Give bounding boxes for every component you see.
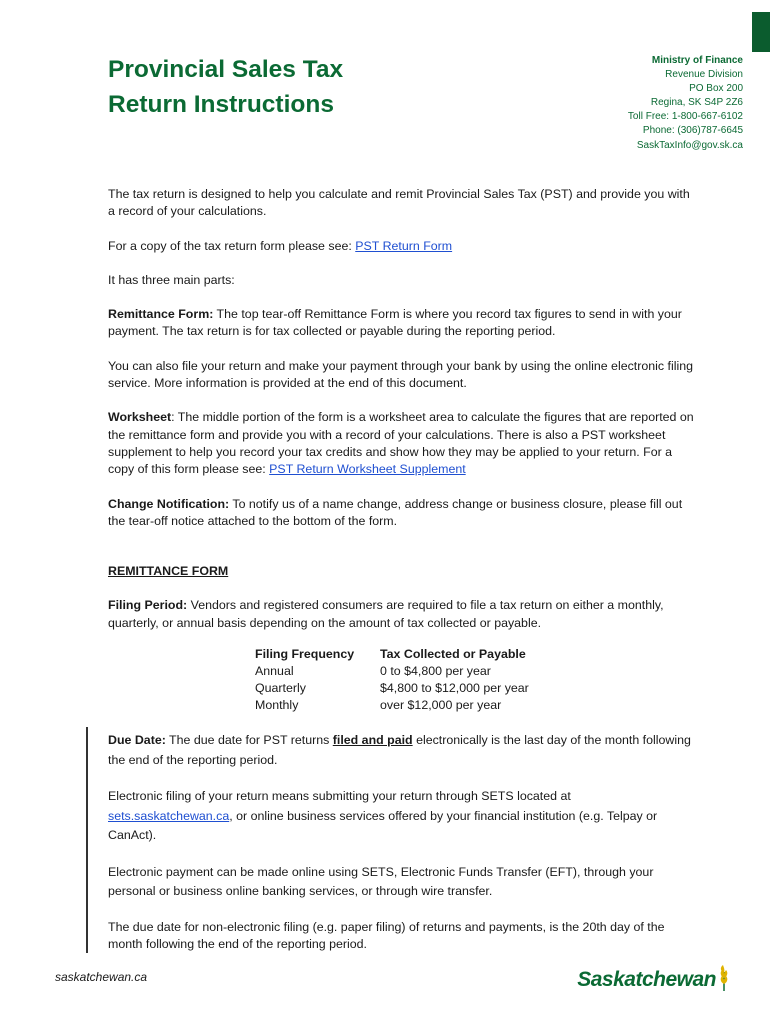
due-date-text-b: electronically is the last day of the month following the end of the reporting period. <box>108 733 691 767</box>
title-line-1: Provincial Sales Tax <box>108 56 344 83</box>
remittance-section-heading: REMITTANCE FORM <box>108 564 229 579</box>
contact-division: Revenue Division <box>665 69 743 81</box>
logo-wordmark: Saskatchewan <box>577 968 716 991</box>
contact-email: SaskTaxInfo@gov.sk.ca <box>636 139 743 151</box>
contact-org: Ministry of Finance <box>651 55 743 66</box>
page-title <box>108 52 343 122</box>
frequency-cell: Monthly <box>255 698 299 713</box>
remittance-form-paragraph <box>108 306 698 341</box>
filing-period-text: Vendors and registered consumers are required to file a tax return on either a monthly, quarterly, or annual basis depending on the amount of tax collected or payable. <box>108 598 664 630</box>
return-form-text: For a copy of the tax return form please see: <box>108 238 356 253</box>
footer-url: saskatchewan.ca <box>55 970 148 984</box>
due-date-text-a: The due date for PST returns <box>165 733 333 748</box>
filed-and-paid-emphasis: filed and paid <box>332 733 413 748</box>
worksheet-supplement-link[interactable]: PST Return Worksheet Supplement <box>269 462 466 477</box>
wheat-sheaf-icon <box>718 964 730 992</box>
bank-filing-paragraph: You can also file your return and make your payment through your bank by using the online electronic filing service. More information is provided at the end of this document. <box>108 358 694 391</box>
amount-cell: over $12,000 per year <box>380 698 502 713</box>
change-notification-paragraph <box>108 496 698 531</box>
due-date-paragraph <box>108 731 698 770</box>
remittance-form-label: Remittance Form: <box>108 307 214 322</box>
frequency-cell: Quarterly <box>255 681 306 696</box>
table-row <box>255 697 529 714</box>
header-filing-frequency: Filing Frequency <box>255 647 355 662</box>
return-form-paragraph <box>108 238 698 255</box>
contact-tollfree: Toll Free: 1-800-667-6102 <box>627 111 743 123</box>
electronic-payment-paragraph: Electronic payment can be made online using SETS, Electronic Funds Transfer (EFT), through your personal or business online banking services, or through wire transfer. <box>108 864 654 899</box>
change-notification-label: Change Notification: <box>108 496 230 511</box>
table-row <box>255 680 529 697</box>
table-header-row <box>255 646 529 663</box>
worksheet-paragraph <box>108 409 698 478</box>
remittance-form-text: The top tear-off Remittance Form is where you record tax figures to send in with your payment. The tax return is for tax collected or payable during the reporting period. <box>108 307 682 339</box>
efile-text-a: Electronic filing of your return means submitting your return through SETS located at <box>108 789 571 804</box>
due-date-block <box>108 731 698 953</box>
contact-block <box>628 54 743 153</box>
filing-frequency-table <box>255 646 529 714</box>
document-body <box>108 186 698 953</box>
header-tax-collected: Tax Collected or Payable <box>380 647 526 662</box>
table-row <box>255 663 529 680</box>
contact-phone: Phone: (306)787-6645 <box>642 125 743 137</box>
saskatchewan-logo <box>577 964 730 992</box>
filing-period-paragraph <box>108 597 698 632</box>
sets-link[interactable]: sets.saskatchewan.ca <box>108 808 230 823</box>
change-notification-text: To notify us of a name change, address change or business closure, please fill out the tear-off notice attached to the bottom of the form. <box>108 496 683 528</box>
amount-cell: 0 to $4,800 per year <box>380 664 491 679</box>
filing-period-label: Filing Period: <box>108 598 188 613</box>
contact-pobox: PO Box 200 <box>689 83 743 95</box>
frequency-cell: Annual <box>255 664 294 679</box>
change-bar <box>86 727 88 953</box>
main-parts-paragraph: It has three main parts: <box>108 272 235 287</box>
intro-paragraph: The tax return is designed to help you calculate and remit Provincial Sales Tax (PST) and provide you with a record of your calculations. <box>108 187 690 219</box>
due-date-label: Due Date: <box>108 733 166 748</box>
paper-filing-paragraph: The due date for non-electronic filing (e.g. paper filing) of returns and payments, is the 20th day of the month following the end of the reporting period. <box>108 919 665 951</box>
worksheet-label: Worksheet <box>108 410 172 425</box>
contact-city: Regina, SK S4P 2Z6 <box>650 97 743 109</box>
worksheet-text: : The middle portion of the form is a worksheet area to calculate the figures that are reported on the remittance form and provide you with a record of your calculations. There is also a PST worksheet supplement to help you record your tax credits and show how they may be applied to your return. For a copy of this form please see: <box>108 410 694 477</box>
electronic-filing-paragraph <box>108 787 698 846</box>
efile-text-b: , or online business services offered by your financial institution (e.g. Telpay or CanAct). <box>108 808 658 843</box>
corner-tab <box>752 12 770 52</box>
amount-cell: $4,800 to $12,000 per year <box>380 681 529 696</box>
pst-return-form-link[interactable]: PST Return Form <box>355 238 453 253</box>
title-line-2: Return Instructions <box>108 91 334 118</box>
